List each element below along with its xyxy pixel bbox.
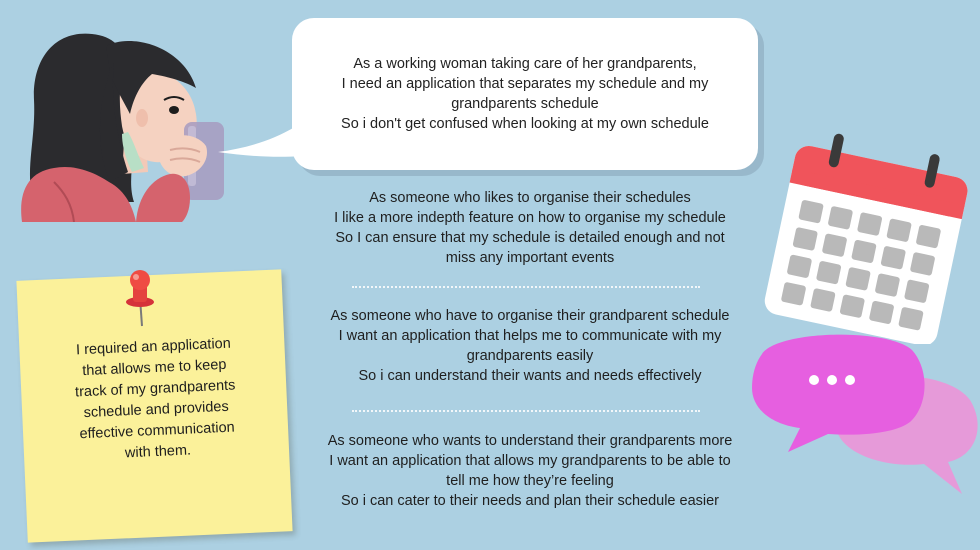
sticky-line: schedule and provides <box>83 398 229 422</box>
sticky-line: that allows me to keep <box>81 356 227 380</box>
story-line: I want an application that allows my grandparents to be able to <box>329 453 731 469</box>
story-line: As someone who wants to understand their grandparents more <box>327 433 733 449</box>
sticky-line: with them. <box>124 442 192 462</box>
story-line: So i can understand their wants and needs effectively <box>358 368 702 384</box>
sticky-line: track of my grandparents <box>74 377 236 401</box>
sticky-line: I required an application <box>75 335 232 359</box>
push-pin-icon <box>118 268 162 330</box>
user-story-communicate <box>270 306 790 386</box>
speech-text <box>327 54 723 134</box>
woman-drinking-icon <box>14 22 236 222</box>
story-line: As someone who have to organise their grandparent schedule <box>330 308 730 324</box>
user-story-organise-schedules <box>270 188 790 268</box>
dotted-divider <box>352 286 700 288</box>
story-line: I want an application that helps me to communicate with my <box>338 328 722 344</box>
story-line: tell me how they’re feeling <box>446 473 614 489</box>
dotted-divider <box>352 410 700 412</box>
speech-bubble <box>292 18 758 170</box>
speech-line: So i don't get confused when looking at my own schedule <box>341 116 709 132</box>
story-line: So I can ensure that my schedule is detailed enough and not <box>335 230 725 246</box>
sticky-note-text <box>37 332 274 468</box>
sticky-line: effective communication <box>79 419 236 443</box>
story-line: So i can cater to their needs and plan their schedule easier <box>340 493 720 509</box>
chat-bubbles-icon <box>748 330 980 500</box>
speech-line: I need an application that separates my schedule and my <box>341 76 709 92</box>
calendar-icon <box>760 130 976 344</box>
speech-line: As a working woman taking care of her grandparents, <box>353 56 697 72</box>
story-line: As someone who likes to organise their schedules <box>369 190 691 206</box>
user-story-feelings <box>270 431 790 511</box>
story-line: I like a more indepth feature on how to organise my schedule <box>334 210 726 226</box>
speech-line: grandparents schedule <box>451 96 599 112</box>
story-line: miss any important events <box>445 250 615 266</box>
story-line: grandparents easily <box>466 348 594 364</box>
